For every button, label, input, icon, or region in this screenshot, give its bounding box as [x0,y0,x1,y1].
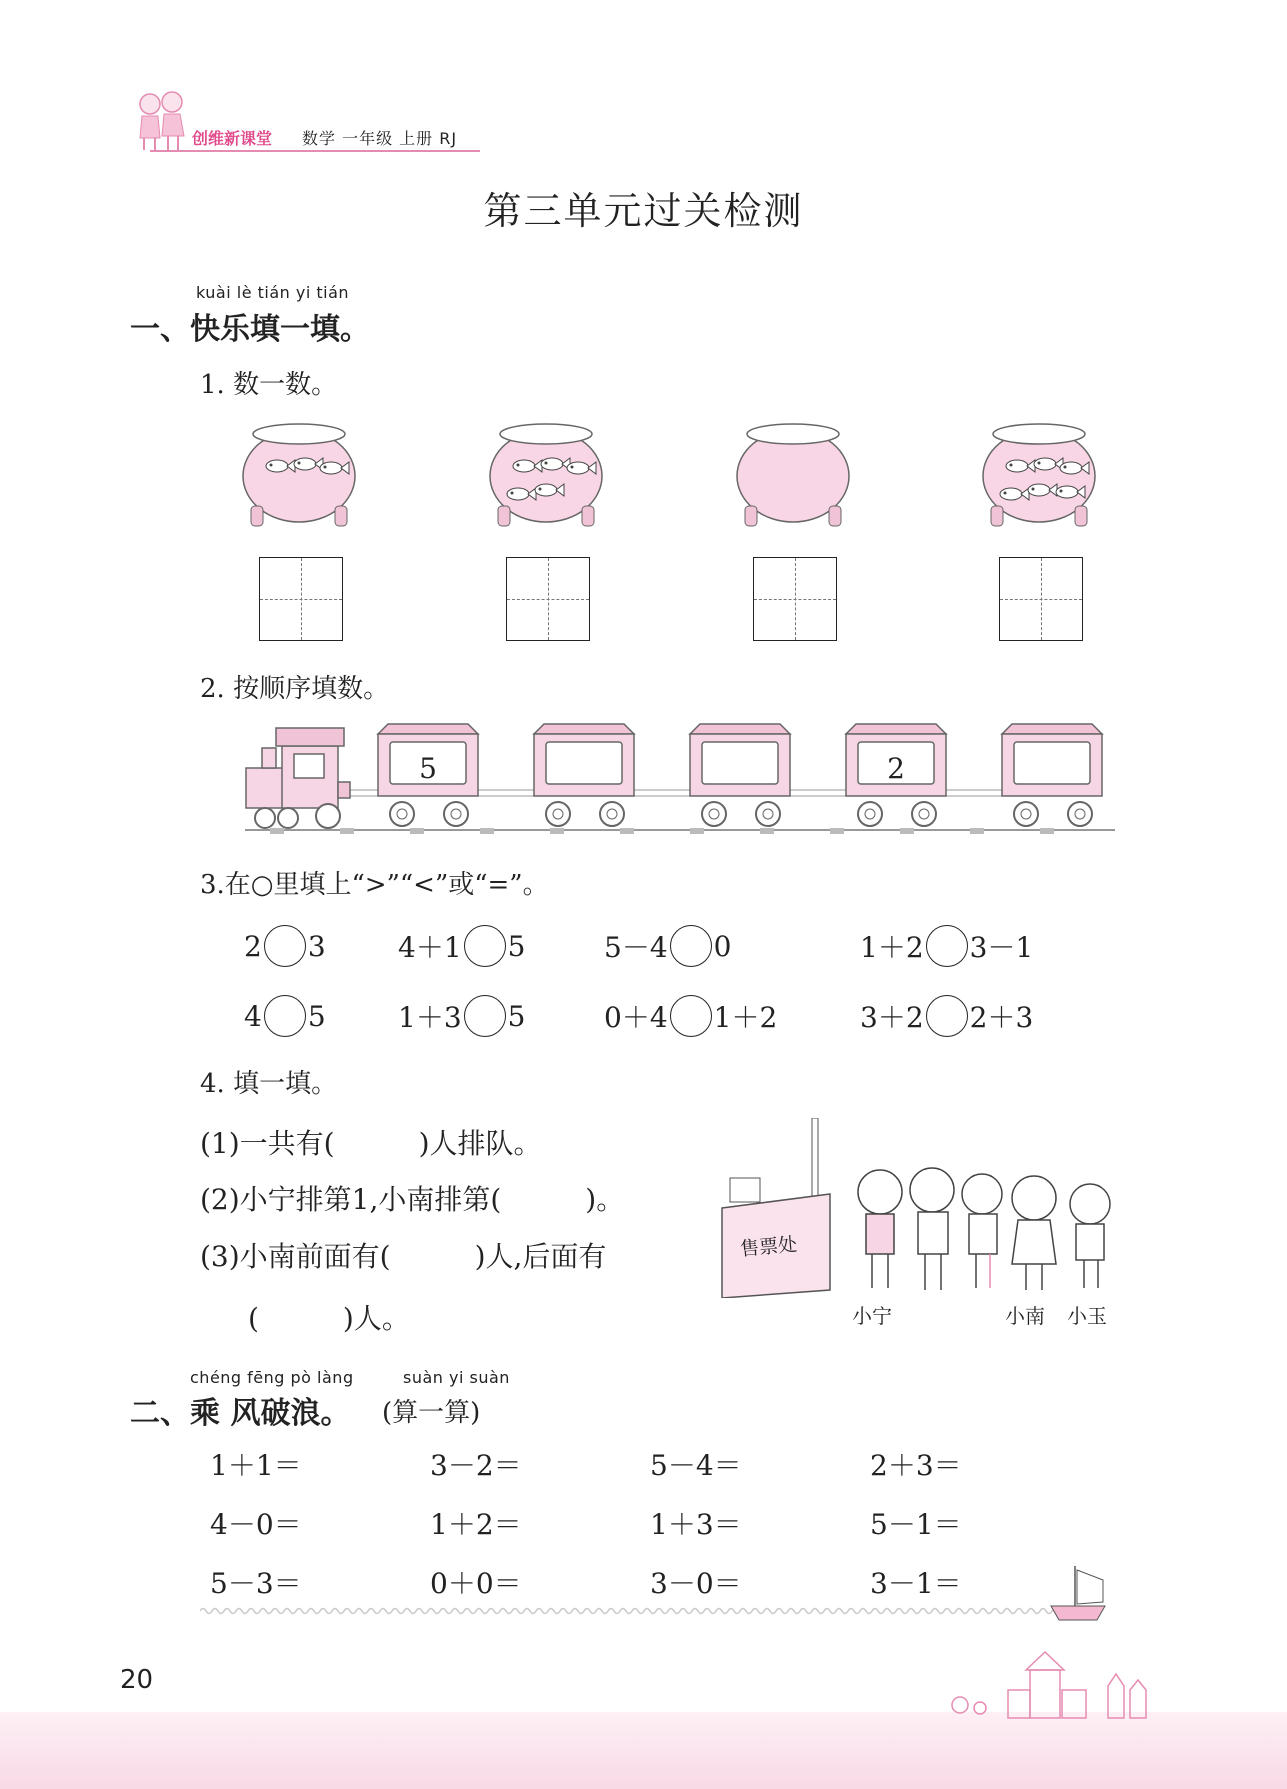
comparison-item [398,925,525,967]
calc-problem: 5－3＝ [210,1567,302,1600]
fishbowl-3 [731,418,855,530]
section1-heading: 一、快乐填一填。 [130,312,370,347]
comparison-right: 5 [307,999,326,1033]
answer-box-3[interactable] [753,557,837,641]
header-kids-illustration [128,88,192,154]
section1-pinyin: kuài lè tián yi tián [196,283,350,302]
section2-pinyin-2: suàn yi suàn [403,1368,510,1387]
comparison-item [604,995,777,1037]
fishbowl-1 [237,418,361,530]
page-number: 20 [120,1665,154,1695]
answer-box-2[interactable] [506,557,590,641]
comparison-circle[interactable] [264,995,306,1037]
comparison-left: 4＋1 [398,931,462,964]
calc-problem: 3－1＝ [870,1567,962,1600]
kids-in-line-illustration [850,1160,1140,1300]
comparison-right: 3－1 [969,931,1034,964]
comparison-circle[interactable] [926,925,968,967]
comparison-left: 3＋2 [860,1001,924,1034]
comparison-right: 0 [713,929,732,963]
train-car-number[interactable]: 2 [887,752,905,785]
comparison-circle[interactable] [264,925,306,967]
comparison-item [398,995,525,1037]
calc-problem: 5－1＝ [870,1508,962,1541]
comparison-circle[interactable] [926,995,968,1037]
ticket-booth-sign: 售票处 [739,1233,798,1261]
q3-label: 3.在○里填上“>”“<”或“=”。 [200,870,549,900]
comparison-right: 5 [507,929,526,963]
q2-label: 2. 按顺序填数。 [200,674,390,704]
fishbowl-4 [977,418,1101,530]
wave-divider [200,1604,1060,1618]
footer-band [0,1712,1287,1789]
calc-problem: 3－2＝ [430,1449,522,1482]
train-car-3 [684,720,796,834]
comparison-item [860,925,1033,967]
calc-problem: 4－0＝ [210,1508,302,1541]
answer-box-1[interactable] [259,557,343,641]
comparison-circle[interactable] [464,995,506,1037]
calc-problem: 1＋2＝ [430,1508,522,1541]
comparison-left: 4 [244,999,262,1033]
q4-line1: (1)一共有( )人排队。 [200,1127,542,1160]
comparison-item [860,995,1033,1037]
comparison-left: 5－4 [604,931,668,964]
comparison-item [604,925,731,967]
q4-line2: (2)小宁排第1,小南排第( )。 [200,1183,625,1216]
q4-line4: ( )人。 [248,1302,410,1335]
comparison-left: 2 [244,929,262,963]
header-brand: 创维新课堂 [192,129,273,148]
comparison-right: 2＋3 [969,1001,1034,1034]
section2-pinyin-1: chéng fēng pò làng [190,1368,354,1387]
header-divider [150,150,480,152]
sailboat-icon [1045,1560,1109,1624]
name-label-xiaoyu: 小玉 [1067,1304,1107,1328]
calc-problem: 0＋0＝ [430,1567,522,1600]
section2-heading: 二、乘 风破浪。 [130,1396,351,1431]
q4-line3: (3)小南前面有( )人,后面有 [200,1240,607,1273]
comparison-left: 0＋4 [604,1001,668,1034]
calc-problem: 5－4＝ [650,1449,742,1482]
castle-decoration [940,1650,1170,1720]
name-label-xiaoning: 小宁 [852,1304,892,1328]
train-car-number[interactable]: 5 [419,752,437,785]
section2-subheading: (算一算) [382,1398,481,1428]
header-subject: 数学 一年级 上册 RJ [302,129,458,148]
answer-box-4[interactable] [999,557,1083,641]
train-car-2 [528,720,640,834]
calc-problem: 1＋3＝ [650,1508,742,1541]
calc-problem: 1＋1＝ [210,1449,302,1482]
page-title: 第三单元过关检测 [483,189,804,233]
comparison-right: 1＋2 [713,1001,778,1034]
comparison-right: 5 [507,999,526,1033]
q1-label: 1. 数一数。 [200,370,338,400]
comparison-item [244,925,326,967]
calc-problem: 3－0＝ [650,1567,742,1600]
ticket-booth-illustration [720,1118,840,1298]
q4-label: 4. 填一填。 [200,1069,338,1099]
comparison-circle[interactable] [670,995,712,1037]
comparison-left: 1＋2 [860,931,924,964]
comparison-right: 3 [307,929,326,963]
comparison-item [244,995,326,1037]
calc-problem: 2＋3＝ [870,1449,962,1482]
comparison-circle[interactable] [464,925,506,967]
comparison-circle[interactable] [670,925,712,967]
name-label-xiaonan: 小南 [1005,1304,1045,1328]
fishbowl-2 [484,418,608,530]
train-car-5 [996,720,1108,834]
comparison-left: 1＋3 [398,1001,462,1034]
